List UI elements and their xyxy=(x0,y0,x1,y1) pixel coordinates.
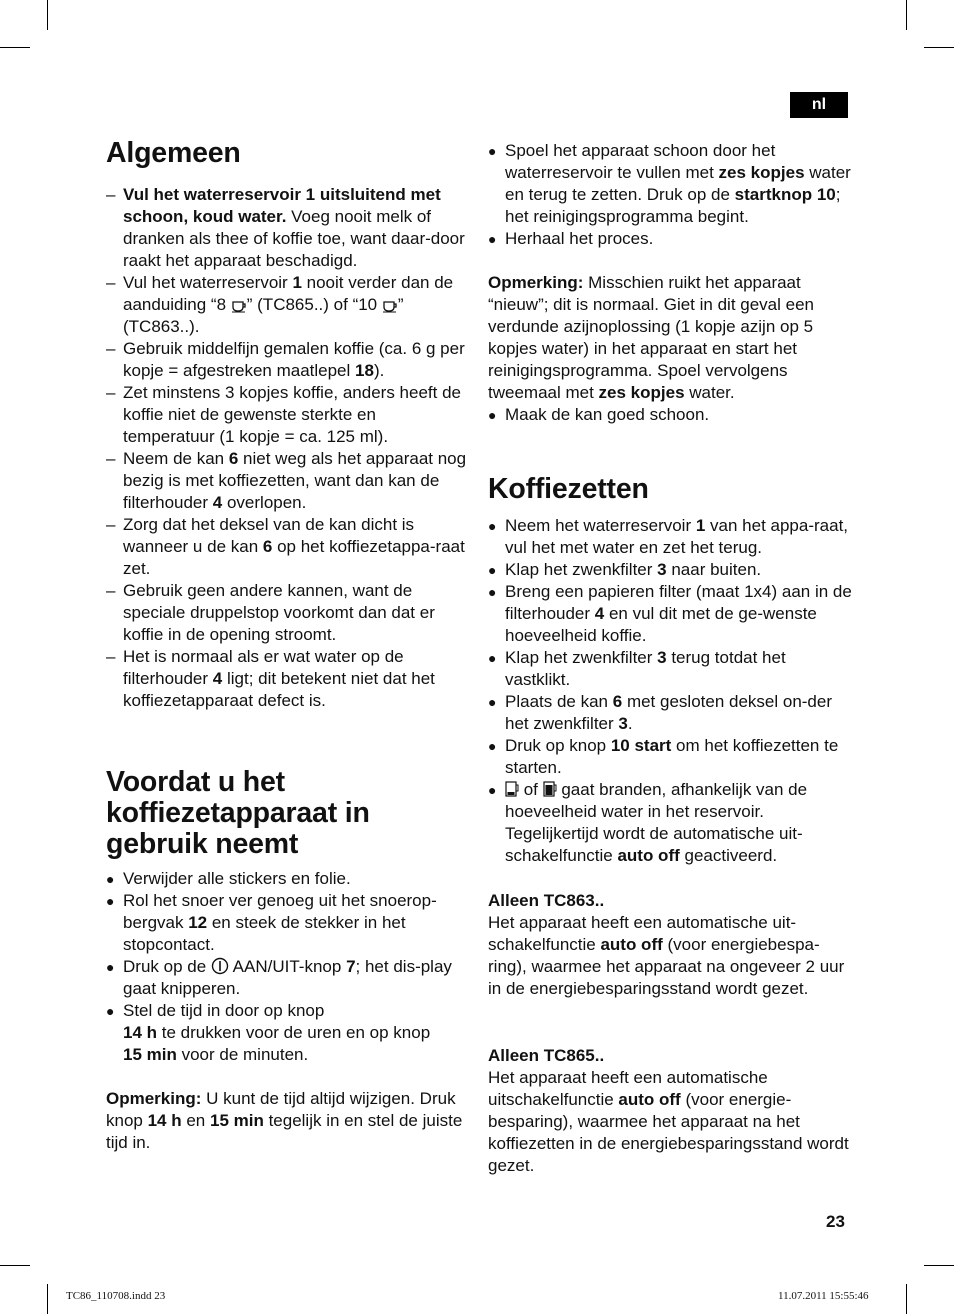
koffiezetten-list xyxy=(488,515,852,867)
list-item: ● Stel de tijd in door op knop 14 h te drukken voor de uren en op knop 15 min voor de minuten. xyxy=(106,1000,468,1066)
list-item: – Neem de kan 6 niet weg als het apparaat nog bezig is met koffiezetten, want dan kan de filterhouder 4 overlopen. xyxy=(106,448,468,514)
list-item: ● Verwijder alle stickers en folie. xyxy=(106,868,468,890)
tc863-block xyxy=(488,890,852,1000)
list-item: ● Spoel het apparaat schoon door het waterreservoir te vullen met zes kopjes water en terug te zetten. Druk op de startknop 10; het reinigingsprogramma begint. xyxy=(488,140,852,228)
cleaning-last xyxy=(488,404,852,426)
list-item: ● Breng een papieren filter (maat 1x4) aan in de filterhouder 4 en vul dit met de ge-wenste hoeveelheid koffie. xyxy=(488,581,852,647)
cup-icon xyxy=(382,299,398,313)
crop-mark xyxy=(47,1284,48,1314)
voordat-note: Opmerking: U kunt de tijd altijd wijzigen. Druk knop 14 h en 15 min tegelijk in en stel de juiste tijd in. xyxy=(106,1089,463,1152)
cleaning-note: Opmerking: Misschien ruikt het apparaat “nieuw”; dit is normaal. Giet in dit geval een verdunde azijnoplossing (1 kopje azijn op 5 kopjes water) in het apparaat en start het reinigingsprogramma. Spoel vervolgens tweemaal met zes kopjes water. xyxy=(488,273,814,402)
list-item: ● Klap het zwenkfilter 3 terug totdat het vastklikt. xyxy=(488,647,852,691)
list-item: ● Neem het waterreservoir 1 van het appa-raat, vul het met water en zet het terug. xyxy=(488,515,852,559)
tc865-text: Het apparaat heeft een automatische uitschakelfunctie auto off (voor energie-besparing), waarmee het apparaat na het koffiezetten in de energiebesparingsstand wordt gezet. xyxy=(488,1068,849,1175)
tc865-block xyxy=(488,1045,852,1177)
footer-date: 11.07.2011 15:55:46 xyxy=(778,1290,869,1302)
section-title-voordat: Voordat u het koffiezetapparaat in gebruik neemt xyxy=(106,766,370,860)
crop-mark xyxy=(47,0,48,30)
list-item: – Gebruik geen andere kannen, want de speciale druppelstop voorkomt dan dat er koffie in de opening stroomt. xyxy=(106,580,468,646)
continued-list xyxy=(488,140,852,250)
language-tab: nl xyxy=(790,92,848,118)
carafe-small-icon xyxy=(505,781,519,798)
carafe-full-icon xyxy=(543,781,557,798)
list-item: ● Druk op knop 10 start om het koffiezetten te starten. xyxy=(488,735,852,779)
list-item: – Het is normaal als er wat water op de filterhouder 4 ligt; dit betekent niet dat het koffiezetapparaat defect is. xyxy=(106,646,468,712)
algemeen-list xyxy=(106,184,468,712)
list-item: ● Rol het snoer ver genoeg uit het snoerop-bergvak 12 en steek de stekker in het stopcontact. xyxy=(106,890,468,956)
section-title-koffiezetten: Koffiezetten xyxy=(488,473,649,505)
list-item: ● Klap het zwenkfilter 3 naar buiten. xyxy=(488,559,852,581)
list-item: ● of gaat branden, afhankelijk van de hoeveelheid water in het reservoir. Tegelijkertijd wordt de automatische uit-schakelfunctie auto off geactiveerd. xyxy=(488,779,852,867)
crop-mark xyxy=(906,1284,907,1314)
list-item: – Zet minstens 3 kopjes koffie, anders heeft de koffie niet de gewenste sterkte en temperatuur (1 kopje = ca. 125 ml). xyxy=(106,382,468,448)
voordat-list xyxy=(106,868,468,1066)
list-item: – Vul het waterreservoir 1 nooit verder dan de aanduiding “8 ” (TC865..) of “10 ” (TC863..). xyxy=(106,272,468,338)
crop-mark xyxy=(906,0,907,30)
tc863-title: Alleen TC863.. xyxy=(488,891,605,910)
crop-mark xyxy=(0,1265,30,1266)
tc865-title: Alleen TC865.. xyxy=(488,1046,605,1065)
section-title-algemeen: Algemeen xyxy=(106,137,241,169)
list-item: ● Plaats de kan 6 met gesloten deksel on-der het zwenkfilter 3. xyxy=(488,691,852,735)
list-item: ● Maak de kan goed schoon. xyxy=(488,404,852,426)
list-item: ● Herhaal het proces. xyxy=(488,228,852,250)
crop-mark xyxy=(924,47,954,48)
footer-file: TC86_110708.indd 23 xyxy=(66,1290,166,1302)
crop-mark xyxy=(924,1265,954,1266)
list-item: – Zorg dat het deksel van de kan dicht is wanneer u de kan 6 op het koffiezetappa-raat zet. xyxy=(106,514,468,580)
cup-icon xyxy=(231,299,247,313)
list-item: – Gebruik middelfijn gemalen koffie (ca. 6 g per kopje = afgestreken maatlepel 18). xyxy=(106,338,468,382)
list-item: ● Druk op de AAN/UIT-knop 7; het dis-play gaat knipperen. xyxy=(106,956,468,1000)
page-number: 23 xyxy=(826,1212,845,1231)
crop-mark xyxy=(0,47,30,48)
power-icon xyxy=(211,957,229,975)
list-item: – Vul het waterreservoir 1 uitsluitend met schoon, koud water. Voeg nooit melk of dranken als thee of koffie toe, want daar-door raakt het apparaat beschadigd. xyxy=(106,184,468,272)
tc863-text: Het apparaat heeft een automatische uit-schakelfunctie auto off (voor energiebespa-ring), waarmee het apparaat na ongeveer 2 uur in de energiebesparingsstand wordt gezet. xyxy=(488,913,845,998)
